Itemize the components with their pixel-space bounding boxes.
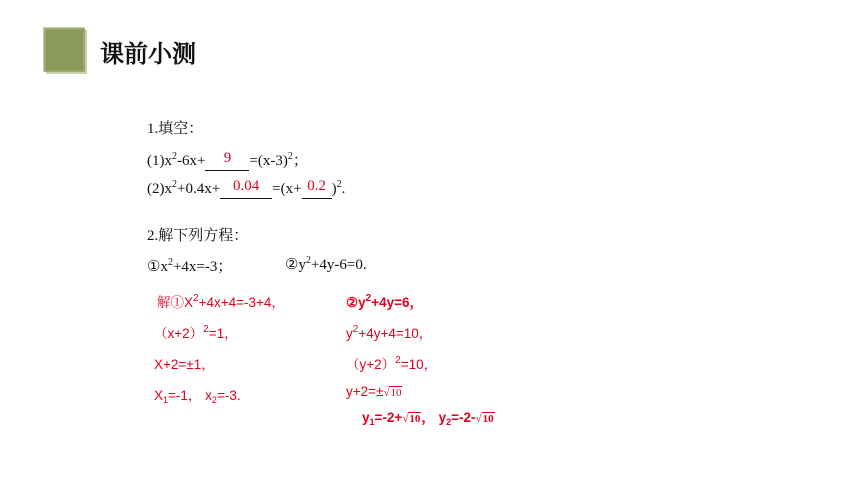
sol2-step4: y+2=±√10 [346, 384, 402, 399]
answer-value: 0.04 [233, 178, 260, 194]
sol2-step2: $y^2+4y+4=10$， [346, 324, 433, 341]
answer-blank [220, 178, 272, 199]
q2-equation-1: $①x^2+4x=-3$； [147, 257, 233, 275]
sol2-step3: $(y+2)^2=10$， [346, 355, 438, 372]
q1-line1: $(1)x^2-6x+ 9 =(x-3)^2$； [147, 150, 308, 169]
sqrt-10: √10 [475, 413, 494, 425]
sqrt-10: √10 [402, 413, 421, 425]
answer-value: 9 [223, 150, 232, 166]
sol1-step4: $X_1=-1$， $x_2=-3$. [154, 388, 241, 405]
sol1-step2: $(x+2)^2=1$， [154, 324, 238, 341]
answer-blank [205, 150, 249, 171]
q2-equation-2: $②y^2+4y-6=0$. [285, 255, 367, 273]
page-title: 课前小测 [100, 40, 196, 68]
sqrt-10: √10 [383, 387, 402, 399]
q2-heading: 2.解下列方程： [147, 228, 249, 244]
sol1-step1: 解$①X^2+4x+4=-3+4$， [157, 293, 285, 310]
answer-value: 0.2 [307, 178, 326, 194]
q1-heading: 1.填空： [147, 121, 204, 137]
answer-blank [302, 178, 332, 199]
section-badge [44, 28, 85, 72]
sol2-step5: $y_1=-2+√10$， $y_2=-2-√10$ [362, 410, 494, 427]
sol1-step3: X+2=±1， [154, 357, 215, 372]
q1-line2: $(2)x^2+0.4x+ 0.04 =(x+ 0.2$ )$^2$. [147, 178, 346, 197]
sol2-step1: $②y^2+4y=6$， [346, 293, 423, 310]
